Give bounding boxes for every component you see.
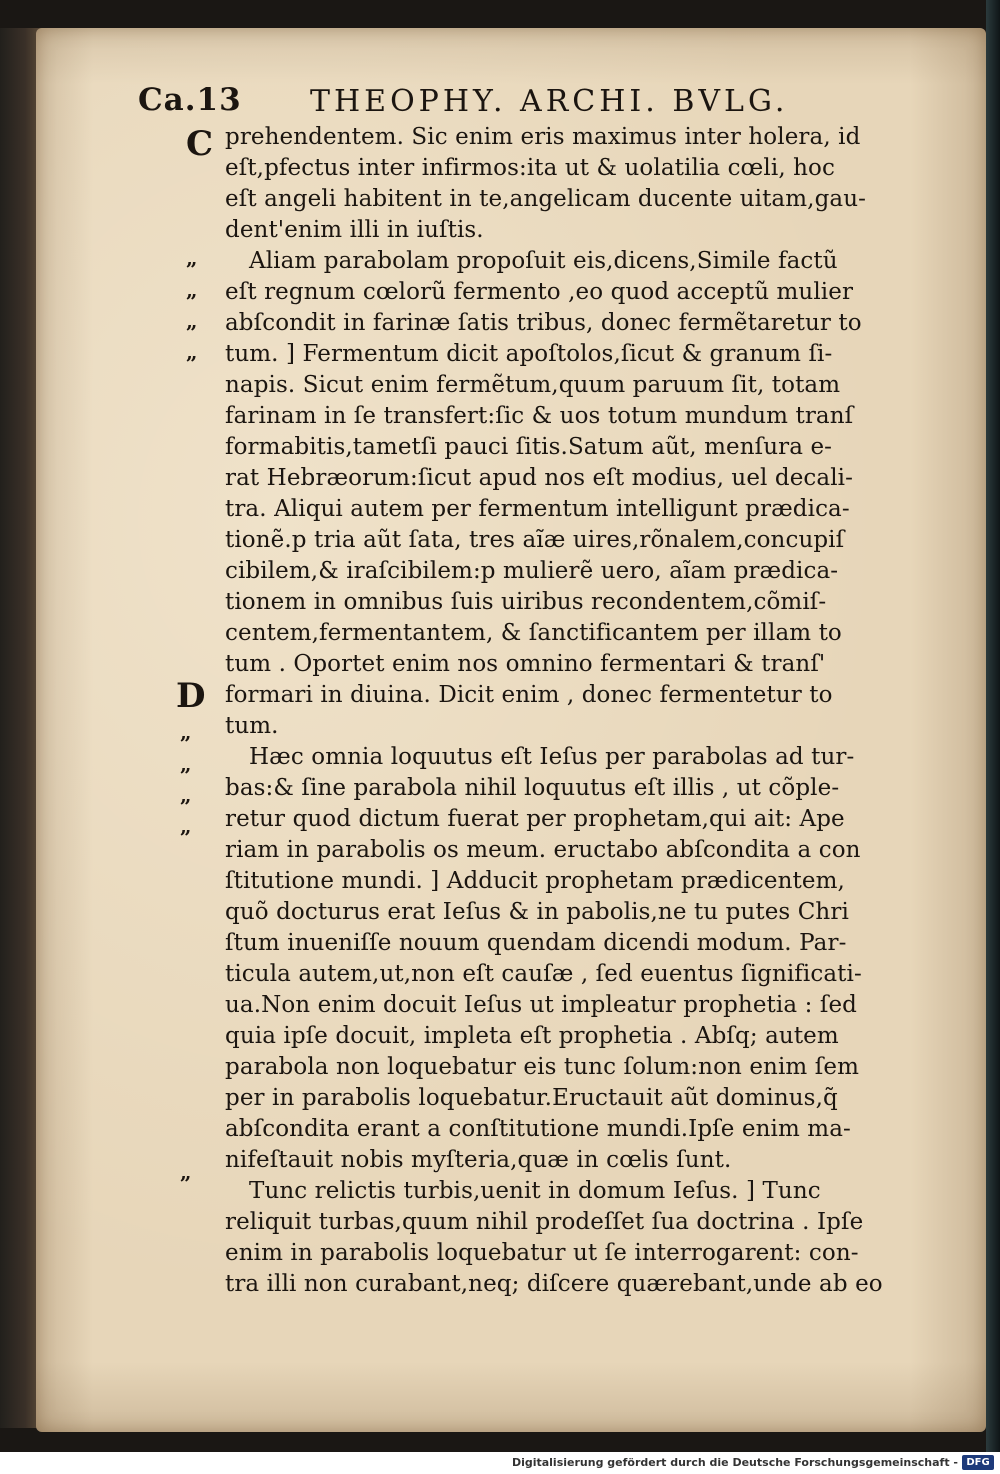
text-line: cibilem,& iraſcibilem:p mulierẽ uero, aĩam prædica- <box>225 558 839 584</box>
text-line: prehendentem. Sic enim eris maximus inter holera, id <box>225 124 861 150</box>
running-head <box>138 82 908 122</box>
margin-quote-mark: „ <box>180 1160 192 1184</box>
margin-quote-mark: „ <box>186 309 198 333</box>
margin-quote-mark: „ <box>186 246 198 270</box>
book-binding-edge <box>986 0 1000 1452</box>
text-line: Aliam parabolam propoſuit eis,dicens,Simile factũ <box>249 248 838 274</box>
text-line: centem,fermentantem, & ſanctificantem per illam to <box>225 620 842 646</box>
margin-quote-mark: „ <box>186 278 198 302</box>
text-line: per in parabolis loquebatur.Eructauit aũt dominus,q̃ <box>225 1085 838 1111</box>
text-line: nifeſtauit nobis myſteria,quæ in cœlis ſunt. <box>225 1147 732 1173</box>
text-line: ticula autem,ut,non eſt cauſæ , ſed euentus ſignificati- <box>225 961 862 987</box>
text-line: napis. Sicut enim fermẽtum,quum paruum ſit, totam <box>225 372 841 398</box>
text-line: formari in diuina. Dicit enim , donec fermentetur to <box>225 682 833 708</box>
margin-quote-mark: „ <box>186 340 198 364</box>
text-line: abſcondit in farinæ ſatis tribus, donec fermẽtaretur to <box>225 310 862 336</box>
section-letter-d: D <box>176 676 206 716</box>
text-line: riam in parabolis os meum. eructabo abſcondita a con <box>225 837 861 863</box>
section-letter-c: C <box>186 124 214 164</box>
text-line: tionem in omnibus ſuis uiribus recondentem,cõmiſ- <box>225 589 827 615</box>
text-line: ſtitutione mundi. ] Adducit prophetam prædicentem, <box>225 868 845 894</box>
text-line: reliquit turbas,quum nihil prodeſſet ſua doctrina . Ipſe <box>225 1209 864 1235</box>
text-line: quõ docturus erat Ieſus & in pabolis,ne tu putes Chri <box>225 899 849 925</box>
chapter-mark: Ca.13 <box>138 82 242 118</box>
margin-quote-mark: „ <box>180 720 192 744</box>
text-line: formabitis,tametſi pauci ſitis.Satum aũt, menſura e- <box>225 434 833 460</box>
text-line: eſt,pfectus inter infirmos:ita ut & uolatilia cœli, hoc <box>225 155 835 181</box>
running-head-title: THEOPHY. ARCHI. BVLG. <box>310 84 789 119</box>
text-line: parabola non loquebatur eis tunc ſolum:non enim ſem <box>225 1054 859 1080</box>
dfg-logo: DFG <box>962 1455 994 1470</box>
text-line: eſt angeli habitent in te,angelicam ducente uitam,gau- <box>225 186 866 212</box>
text-line: tra illi non curabant,neq; diſcere quærebant,unde ab eo <box>225 1271 883 1297</box>
text-line: ſtum inueniſſe nouum quendam dicendi modum. Par- <box>225 930 847 956</box>
text-line: tra. Aliqui autem per fermentum intelligunt prædica- <box>225 496 850 522</box>
text-line: abſcondita erant a conſtitutione mundi.Ipſe enim ma- <box>225 1116 851 1142</box>
text-line: Tunc relictis turbis,uenit in domum Ieſus. ] Tunc <box>249 1178 821 1204</box>
margin-quote-mark: „ <box>180 814 192 838</box>
margin-quote-mark: „ <box>180 783 192 807</box>
text-line: enim in parabolis loquebatur ut ſe interrogarent: con- <box>225 1240 859 1266</box>
digitization-footer <box>0 1452 1000 1474</box>
text-line: Hæc omnia loquutus eſt Ieſus per parabolas ad tur- <box>249 744 855 770</box>
text-line: quia ipſe docuit, impleta eſt prophetia . Abſq; autem <box>225 1023 839 1049</box>
text-line: rat Hebræorum:ſicut apud nos eſt modius, uel decali- <box>225 465 854 491</box>
text-line: dent'enim illi in iuſtis. <box>225 217 484 243</box>
text-line: retur quod dictum fuerat per prophetam,qui ait: Ape <box>225 806 845 832</box>
text-line: bas:& ſine parabola nihil loquutus eſt illis , ut cõple- <box>225 775 840 801</box>
margin-quote-mark: „ <box>180 752 192 776</box>
text-line: tum. ] Fermentum dicit apoſtolos,ſicut & granum ſi- <box>225 341 833 367</box>
text-line: tum . Oportet enim nos omnino fermentari & tranſ' <box>225 651 826 677</box>
funding-credit: Digitalisierung gefördert durch die Deutsche Forschungsgemeinschaft - <box>511 1456 958 1469</box>
text-line: eſt regnum cœlorũ fermento ,eo quod acceptũ mulier <box>225 279 854 305</box>
text-line: ua.Non enim docuit Ieſus ut impleatur prophetia : ſed <box>225 992 857 1018</box>
text-line: tionẽ.p tria aũt ſata, tres aĩæ uires,rõnalem,concupiſ <box>225 527 845 553</box>
text-line: farinam in ſe transfert:ſic & uos totum mundum tranſ <box>225 403 854 429</box>
text-line: tum. <box>225 713 279 739</box>
